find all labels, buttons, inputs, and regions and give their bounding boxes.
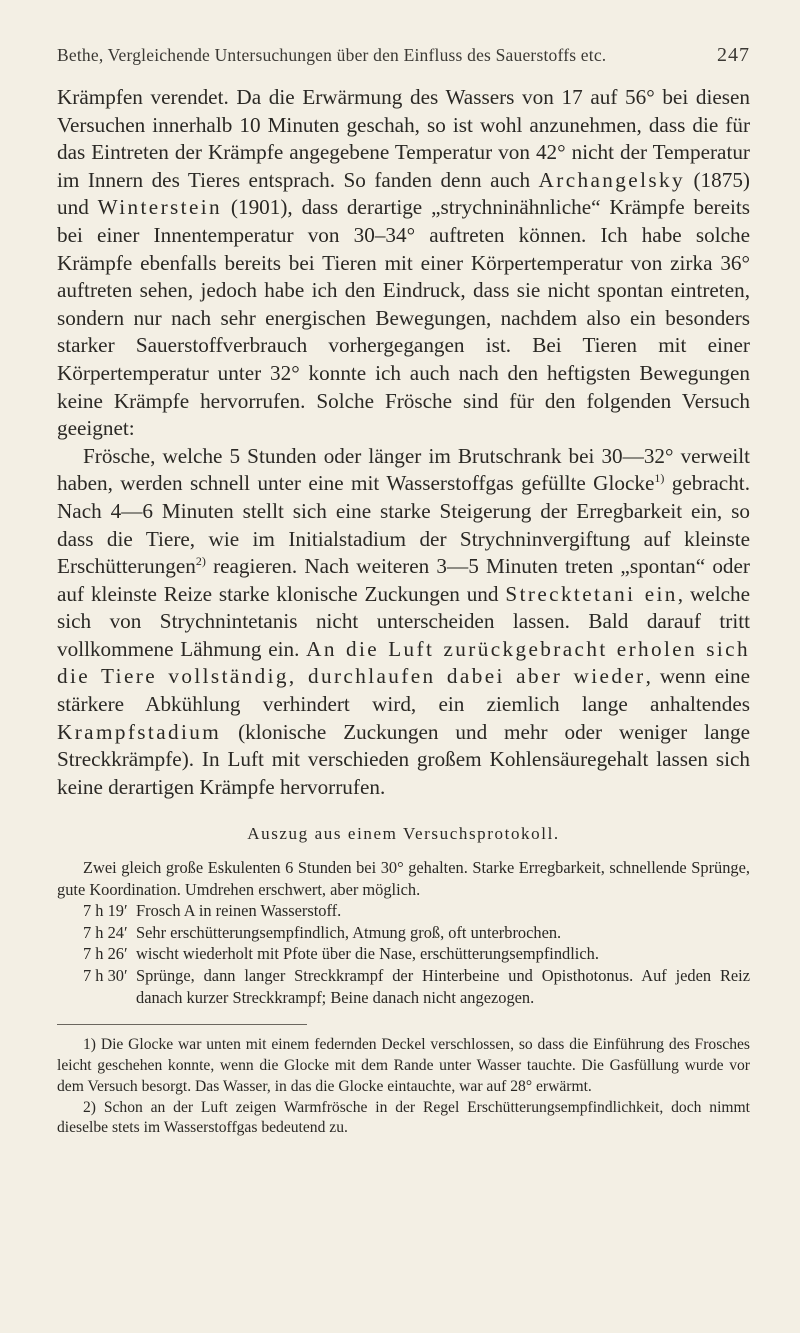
entry-text: Frosch A in reinen Wasserstoff. xyxy=(136,901,342,921)
footnote-divider xyxy=(57,1024,307,1025)
paragraph-1 xyxy=(57,84,750,443)
running-header xyxy=(57,44,750,74)
paragraph-1-part-c: (1901), dass derartige „strychninähnliche“ Krämpfe bereits bei einer Innentemperatur von 30–34° auftreten können. Ich habe solche Krämpfe ebenfalls bereits bei Tieren mit einer Körpertemperatur von zirka 36° auftreten sehen, jedoch habe ich den Eindruck, dass sie nicht spontan eintreten, sondern nur nach sehr energischen Bewegungen, nachdem also ein besonders starker Sauerstoffverbrauch vorhergegangen ist. Bei Tieren mit einer Körpertemperatur unter 32° konnte ich auch nach den heftigsten Bewegungen keine Krämpfe hervorrufen. Solche Frösche sind für den folgenden Versuch geeignet: xyxy=(57,195,750,441)
protocol-intro: Zwei gleich große Eskulenten 6 Stunden bei 30° gehalten. Starke Erregbarkeit, schnellende Sprünge, gute Koordination. Umdrehen erschwert, aber möglich. xyxy=(57,858,750,899)
paragraph-2 xyxy=(57,443,750,802)
footnote-ref-2: 2) xyxy=(195,554,206,569)
entry-time: 7 h 26′ xyxy=(83,944,128,964)
entry-text: wischt wiederholt mit Pfote über die Nase, erschütterungsempfindlich. xyxy=(136,944,599,964)
protocol-entry xyxy=(57,922,750,944)
protocol-section xyxy=(57,823,750,1008)
footnotes xyxy=(57,1035,750,1139)
paragraph-1-part-a: Krämpfen verendet. Da die Erwärmung des Wassers von 17 auf 56° bei diesen Versuchen innerhalb 10 Minuten geschah, so ist wohl anzunehmen, dass die für das Eintreten der Krämpfe angegebene Temperatur von 42° nicht der Temperatur im Innern des Tieres entsprach. So fanden denn auch xyxy=(57,85,750,192)
paragraph-2-part-c: reagieren. Nach weiteren 3—5 Minuten treten „spontan“ oder auf kleinste Reize starke klonische Zuckungen und xyxy=(57,554,750,606)
paragraph-1-part-b: (1875) und xyxy=(57,167,750,220)
protocol-entry xyxy=(57,900,750,922)
paragraph-2-part-d: , welche sich von Strychnintetanis nicht unterscheiden lassen. Bald darauf tritt vollkommene Lähmung ein. xyxy=(57,581,750,661)
emphasis-recovery: An die Luft zurückgebracht erholen sich die Tiere vollständig, durchlaufen dabei aber wieder xyxy=(57,636,750,689)
protocol-heading: Auszug aus einem Versuchsprotokoll. xyxy=(247,824,560,844)
emphasis-strecktetani: Strecktetani ein xyxy=(505,581,678,606)
paragraph-2-part-e: , wenn eine stärkere Abkühlung verhindert wird, ein ziemlich lange anhaltendes xyxy=(57,664,750,717)
entry-text: Sprünge, dann langer Streckkrampf der Hinterbeine und Opisthotonus. Auf jeden Reiz danach kurzer Streckkrampf; Beine danach nicht angezogen. xyxy=(136,966,750,1007)
paragraph-2-part-a: Frösche, welche 5 Stunden oder länger im Brutschrank bei 30—32° verweilt haben, werden schnell unter eine mit Wasserstoffgas gefüllte Glocke xyxy=(57,443,750,496)
entry-time: 7 h 30′ xyxy=(83,966,128,985)
protocol-entry xyxy=(57,943,750,965)
main-text xyxy=(57,84,750,801)
entry-time: 7 h 24′ xyxy=(83,922,128,942)
paragraph-2-part-b: gebracht. Nach 4—6 Minuten stellt sich eine starke Steigerung der Erregbarkeit ein, so dass die Tiere, wie im Initialstadium der Strychninvergiftung auf kleinste Erschütterungen xyxy=(57,471,750,579)
entry-text: Sehr erschütterungsempfindlich, Atmung groß, oft unterbrochen. xyxy=(136,922,562,942)
footnote-ref-1: 1) xyxy=(654,471,665,486)
footnote-2: 2) Schon an der Luft zeigen Warmfrösche in der Regel Erschütterungsempfindlichkeit, doch nimmt dieselbe stets im Wasserstoffgas bedeutend zu. xyxy=(57,1098,750,1137)
paragraph-2-part-f: (klonische Zuckungen und mehr oder weniger lange Streckkrämpfe). In Luft mit verschieden großem Kohlensäuregehalt lassen sich keine derartigen Krämpfe hervorrufen. xyxy=(57,719,750,799)
page-number: 247 xyxy=(717,44,750,66)
footnote-1: 1) Die Glocke war unten mit einem federnden Deckel verschlossen, so dass die Einführung des Frosches leicht geschehen konnte, wenn die Glocke mit dem Rande unter Wasser tauchte. Die Gasfüllung wurde vor dem Versuch besorgt. Das Wasser, in das die Glocke eintauchte, war auf 28° erwärmt. xyxy=(57,1036,750,1095)
emphasis-krampfstadium: Krampfstadium xyxy=(57,719,222,744)
author-name-winterstein: Winterstein xyxy=(97,195,223,220)
author-name-archangelsky: Archangelsky xyxy=(538,167,686,192)
running-title: Bethe, Vergleichende Untersuchungen über den Einfluss des Sauerstoffs etc. xyxy=(57,45,607,65)
entry-time: 7 h 19′ xyxy=(83,901,128,921)
protocol-entry xyxy=(57,965,750,1008)
